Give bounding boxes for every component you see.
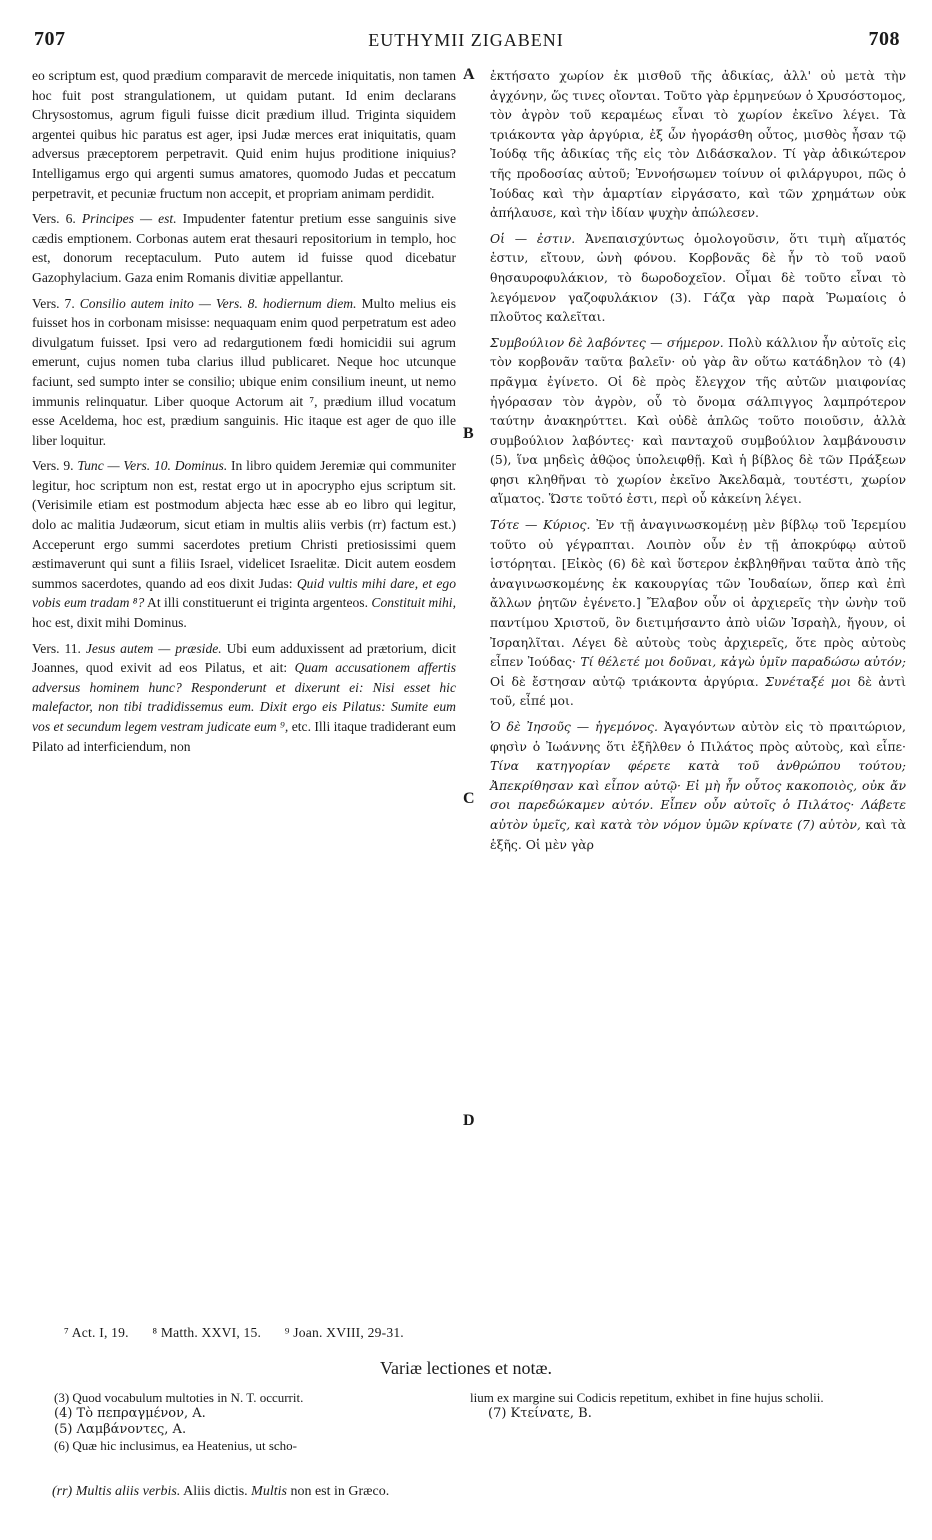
commentary-text: Οἱ δὲ ἔστησαν αὐτῷ τριάκοντα ἀργύρια. bbox=[490, 673, 759, 689]
page-number-left: 707 bbox=[34, 28, 66, 50]
note-lemma: Multis bbox=[251, 1484, 287, 1499]
greek-paragraph bbox=[490, 229, 906, 327]
reference: ⁸ Matth. XXVI, 15. bbox=[152, 1325, 262, 1340]
commentary-text: Ἀνεπαισχύντως ὁμολογοῦσιν, ὅτι τιμὴ αἵματός ἐστιν, εἴτουν, ὠνὴ φόνου. Κορβονᾶς δὲ ἦν τὸ τοῦ ναοῦ θησαυροφυλάκιον, τὸ δωροδοχεῖον. Οἶμαι δὲ τοῦτο εἶναι τὸ λεγόμενον γαζοφυλάκιον (3). Γάζα γὰρ παρὰ Ῥωμαίοις ὁ πλοῦτος καλεῖται. bbox=[490, 230, 906, 325]
verse-number: Vers. 9. bbox=[32, 458, 74, 474]
note-label: (rr) bbox=[52, 1484, 73, 1499]
variant-note: (7) Κτείνατε, B. bbox=[488, 1406, 592, 1421]
margin-mark-c: C bbox=[463, 790, 475, 807]
scripture-quote: Τί θέλετέ μοι δοῦναι, κἀγὼ ὑμῖν παραδώσω αὐτόν; bbox=[580, 654, 906, 670]
verse-number: Vers. 7. bbox=[32, 295, 75, 311]
margin-mark-a: A bbox=[463, 66, 475, 83]
lemma: Principes — est. bbox=[81, 211, 177, 227]
commentary-text: Ἐν τῇ ἀναγινωσκομένῃ μὲν βίβλῳ τοῦ Ἱερεμίου τοῦτο οὐ γέγραπται. Λοιπὸν οὖν ἐν τῇ ἀποκρύφῳ αὐτοῦ ἱστόρηται. [Εἰκὸς (6) δὲ καὶ ὕστερον ἐκβληθῆναι ταῦτα ἀπὸ τῆς ἀναγινωσκομένης ἐκ κακουργίας τῶν Ἰουδαίων, ὅπερ καὶ ἐπὶ ἄλλων ῥητῶν ἐγένετο.] Ἔλαβον οὖν οἱ ἀρχιερεῖς τὴν ὠνὴν τοῦ παντίμου Χριστοῦ, ὃν διετιμήσαντο ἀπὸ υἱῶν Ἰσραὴλ, ἤγουν, οἱ Ἰσραηλῖται. Λέγει δὲ αὐτοὺς τοὺς ἀρχιερεῖς, ὅτε πρὸς αὐτοὺς εἶπεν Ἰούδας· bbox=[490, 517, 906, 670]
variant-notes-left bbox=[54, 1390, 464, 1454]
lemma: Τότε — Κύριος. bbox=[490, 517, 591, 533]
margin-mark-b: B bbox=[463, 425, 474, 442]
commentary-text: Impudenter fatentur pretium esse sanguinis sive cædis emptionem. Corbonas autem erat thesauri repositorium in templo, hoc est, donorum receptaculum. Puto autem id fuisse quod dicebatur Gazophylacium. Gaza enim Romanis divitiæ appellantur. bbox=[32, 211, 456, 285]
lemma: Jesus autem — præside. bbox=[85, 640, 222, 656]
variant-notes-right bbox=[470, 1390, 890, 1422]
note-lemma: Multis aliis verbis. bbox=[75, 1484, 181, 1499]
variant-note: lium ex margine sui Codicis repetitum, exhibet in fine hujus scholii. bbox=[470, 1390, 824, 1405]
scripture-quote: Quid vultis mihi dare, et ego vobis eum tradam ⁸? bbox=[32, 575, 456, 611]
commentary-text: etc. Illi itaque tradiderant eum Pilato ad interficiendum, non bbox=[32, 719, 456, 754]
verse-number: Vers. 11. bbox=[32, 640, 81, 656]
commentary-text: δὲ ἀντὶ τοῦ, εἶπέ μοι. bbox=[490, 673, 906, 709]
greek-column bbox=[490, 66, 906, 854]
scripture-quote: Συνέταξέ μοι bbox=[765, 673, 852, 689]
running-header bbox=[28, 28, 904, 56]
lemma: Οἱ — ἐστιν. bbox=[490, 230, 576, 246]
note-text: non est in Græco. bbox=[290, 1484, 390, 1499]
greek-paragraph bbox=[490, 333, 906, 509]
variant-note: (5) Λαμβάνοντες, A. bbox=[54, 1422, 187, 1437]
commentary-text: Ubi eum adduxissent ad prætorium, dicit Joannes, quod exivit ad eos Pilatus, et ait: bbox=[32, 640, 456, 676]
commentary-text: hoc est, dixit mihi Dominus. bbox=[32, 615, 187, 631]
reference: ⁹ Joan. XVIII, 29-31. bbox=[284, 1325, 404, 1340]
variant-note: (3) Quod vocabulum multoties in N. T. occurrit. bbox=[54, 1390, 304, 1405]
lemma: Tunc — Vers. 10. Dominus. bbox=[77, 458, 228, 474]
greek-paragraph: ἐκτήσατο χωρίον ἐκ μισθοῦ τῆς ἀδικίας, ἀλλ' οὐ μετὰ τὴν ἀγχόνην, ὥς τινες οἴονται. Τοῦτο γὰρ ἑρμηνεύων ὁ Χρυσόστομος, τὸν ἀγρὸν τοῦ κεραμέως εἶναι τὸ χωρίον ἐκεῖνο λέγει. Τὰ τριάκοντα γὰρ ἀργύρια, ἐξ ὧν ἠγοράσθη οὗτος, μισθὸς ἦσαν τῷ Ἰούδᾳ τῆς ἀδικίας τῆς εἰς τὸν Διδάσκαλον. Τί γὰρ ἀδικώτερον τῆς προδοσίας αὐτοῦ; Ἐννοήσωμεν τοίνυν οἱ φιλάργυροι, πῶς ὁ Ἰούδας καὶ τὴν ἁμαρτίαν εἰργάσατο, καὶ τῶν χρημάτων οὐκ ἀπήλαυσε, καὶ τὴν ἰδίαν ψυχὴν ἀπώλεσεν. bbox=[490, 68, 906, 221]
commentary-text: καὶ τὰ ἑξῆς. Οἱ μὲν γὰρ bbox=[490, 816, 906, 852]
latin-paragraph bbox=[32, 456, 456, 632]
variant-note: (4) Τὸ πεπραγμένον, A. bbox=[54, 1406, 206, 1421]
commentary-text: Ἀγαγόντων αὐτὸν εἰς τὸ πραιτώριον, φησὶν ὁ Ἰωάννης ὅτι ἐξῆλθεν ὁ Πιλάτος πρὸς αὐτοὺς, καὶ εἶπε· bbox=[490, 719, 906, 754]
note-text: Aliis dictis. bbox=[183, 1484, 248, 1499]
scripture-quote: Constituit mihi, bbox=[371, 595, 456, 611]
rr-note bbox=[52, 1484, 389, 1500]
latin-paragraph bbox=[32, 209, 456, 287]
greek-paragraph bbox=[490, 515, 906, 711]
latin-paragraph bbox=[32, 294, 456, 451]
reference: ⁷ Act. I, 19. bbox=[64, 1325, 129, 1340]
greek-paragraph bbox=[490, 717, 906, 854]
latin-paragraph: eo scriptum est, quod prædium comparavit de mercede iniquitatis, non tamen hoc fuit post strangulationem, ut quidam putant. Id enim declarans Chrysostomus, agrum figuli fuisse dicit prædium illud. Triginta siquidem argentei quibus hic paratus est ager, ipsi Judæ merces erat iniquitatis, quam adversus præceptorem perpetravit. Quid enim hujus proditione iniquius? Intelligamus ergo qui argenti sumus amatores, quomodo Judas et peccatum perpetravit, et pecuniæ fructum non accepit, et propriam animam perdidit. bbox=[32, 68, 456, 201]
commentary-text: In libro quidem Jeremiæ qui communiter legitur, hoc scriptum non est, restat ergo ut in apocrypho ejus scriptum sit. (Verisimile etiam est postmodum abjecta hæc esse ab eo libro qui legitur, dolo ac malitia Judæorum, sicut etiam in multis aliis verbis (rr) factum est.) Acceperunt ergo summi sacerdotes pretium Christi pretiosissimi quem æstimaverunt qui sunt a filiis Israel, videlicet Israelitæ. Dicit autem eosdem summos sacerdotes, quando ad eos dixit Judas: bbox=[32, 458, 456, 591]
lemma: Συμβούλιον δὲ λαβόντες — σήμερον. bbox=[490, 334, 724, 350]
latin-paragraph bbox=[32, 639, 456, 757]
variae-lectiones-title: Variæ lectiones et notæ. bbox=[380, 1358, 552, 1378]
lemma: Ὁ δὲ Ἰησοῦς — ἡγεμόνος. bbox=[490, 719, 658, 734]
variant-note: (6) Quæ hic inclusimus, ea Heatenius, ut scho- bbox=[54, 1438, 297, 1453]
commentary-text: Multo melius eis fuisset hos in corbonam misisse: nequaquam enim quod perpetratum est adeo divulgatum fuisset. Ipsi vero ad redargutionem fœdi homicidii sui agrum emerunt, cujus nomen tuba clarius illud publicaret. Neque hoc utcunque faciunt, sed sumpto inter se consilio; ubique enim consilium ineunt, ut nemo immunis relinquatur. Liber quoque Actorum ait ⁷, prædium illud vocatum esse Aceldema, hoc est, prædium sanguinis. Hic itaque est ager de quo ille liber loquitur. bbox=[32, 295, 456, 448]
scripture-quote: Τίνα κατηγορίαν φέρετε κατὰ τοῦ ἀνθρώπου τούτου; Ἀπεκρίθησαν καὶ εἶπον αὐτῷ· Εἰ μὴ ἦν οὗτος κακοποιὸς, οὐκ ἄν σοι παρεδώκαμεν αὐτόν. Εἶπεν οὖν αὐτοῖς ὁ Πιλάτος· Λάβετε αὐτὸν ὑμεῖς, καὶ κατὰ τὸν νόμον ὑμῶν κρίνατε (7) αὐτὸν, bbox=[490, 758, 906, 832]
page-number-right: 708 bbox=[868, 28, 900, 50]
commentary-text: Πολὺ κάλλιον ἦν αὐτοῖς εἰς τὸν κορβονᾶν ταῦτα βαλεῖν· οὐ γὰρ ἂν οὕτω κατάδηλον τὸ (4) πρᾶγμα ἐγίνετο. Οἱ δὲ πρὸς ἔλεγχον τῆς αὐτῶν μιαιφονίας ἠγόρασαν τὸν ἀγρὸν, οὗ τὸ ὄνομα σάλπιγγος λαμπρότερον ταύτην ἀνακηρύττει. Καὶ οὐδὲ ἁπλῶς τοῦτο ποιοῦσιν, ἀλλὰ συμβούλιον λαβόντες· καὶ πανταχοῦ συμβούλιον λαμβάνουσιν (5), ἵνα μηδεὶς ἀθῷος ὑπολειφθῇ. Καὶ ἡ βίβλος δὲ τῶν Πράξεων φησι κληθῆναι τὸ χωρίον ἐκεῖνο Ἀκελδαμὰ, τουτέστι, χωρίον αἵματος. Ὥστε τοῦτό ἐστι, περὶ οὗ κἀκείνη λέγει. bbox=[490, 334, 906, 507]
commentary-text: At illi constituerunt ei triginta argenteos. bbox=[147, 595, 368, 611]
verse-number: Vers. 6. bbox=[32, 211, 76, 227]
latin-column bbox=[32, 66, 456, 756]
lemma: Consilio autem inito — Vers. 8. hodiernum diem. bbox=[79, 295, 357, 311]
margin-mark-d: D bbox=[463, 1112, 475, 1129]
scripture-quote: Quam accusationem affertis adversus hominem hunc? Responderunt et dixerunt ei: Nisi esset hic malefactor, non tibi tradidissemus eum. Dixit ergo eis Pilatus: Sumite eum vos et secundum legem vestram judicate eum ⁹, bbox=[32, 660, 456, 734]
running-title: EUTHYMII ZIGABENI bbox=[368, 30, 564, 50]
scripture-references bbox=[64, 1325, 424, 1341]
